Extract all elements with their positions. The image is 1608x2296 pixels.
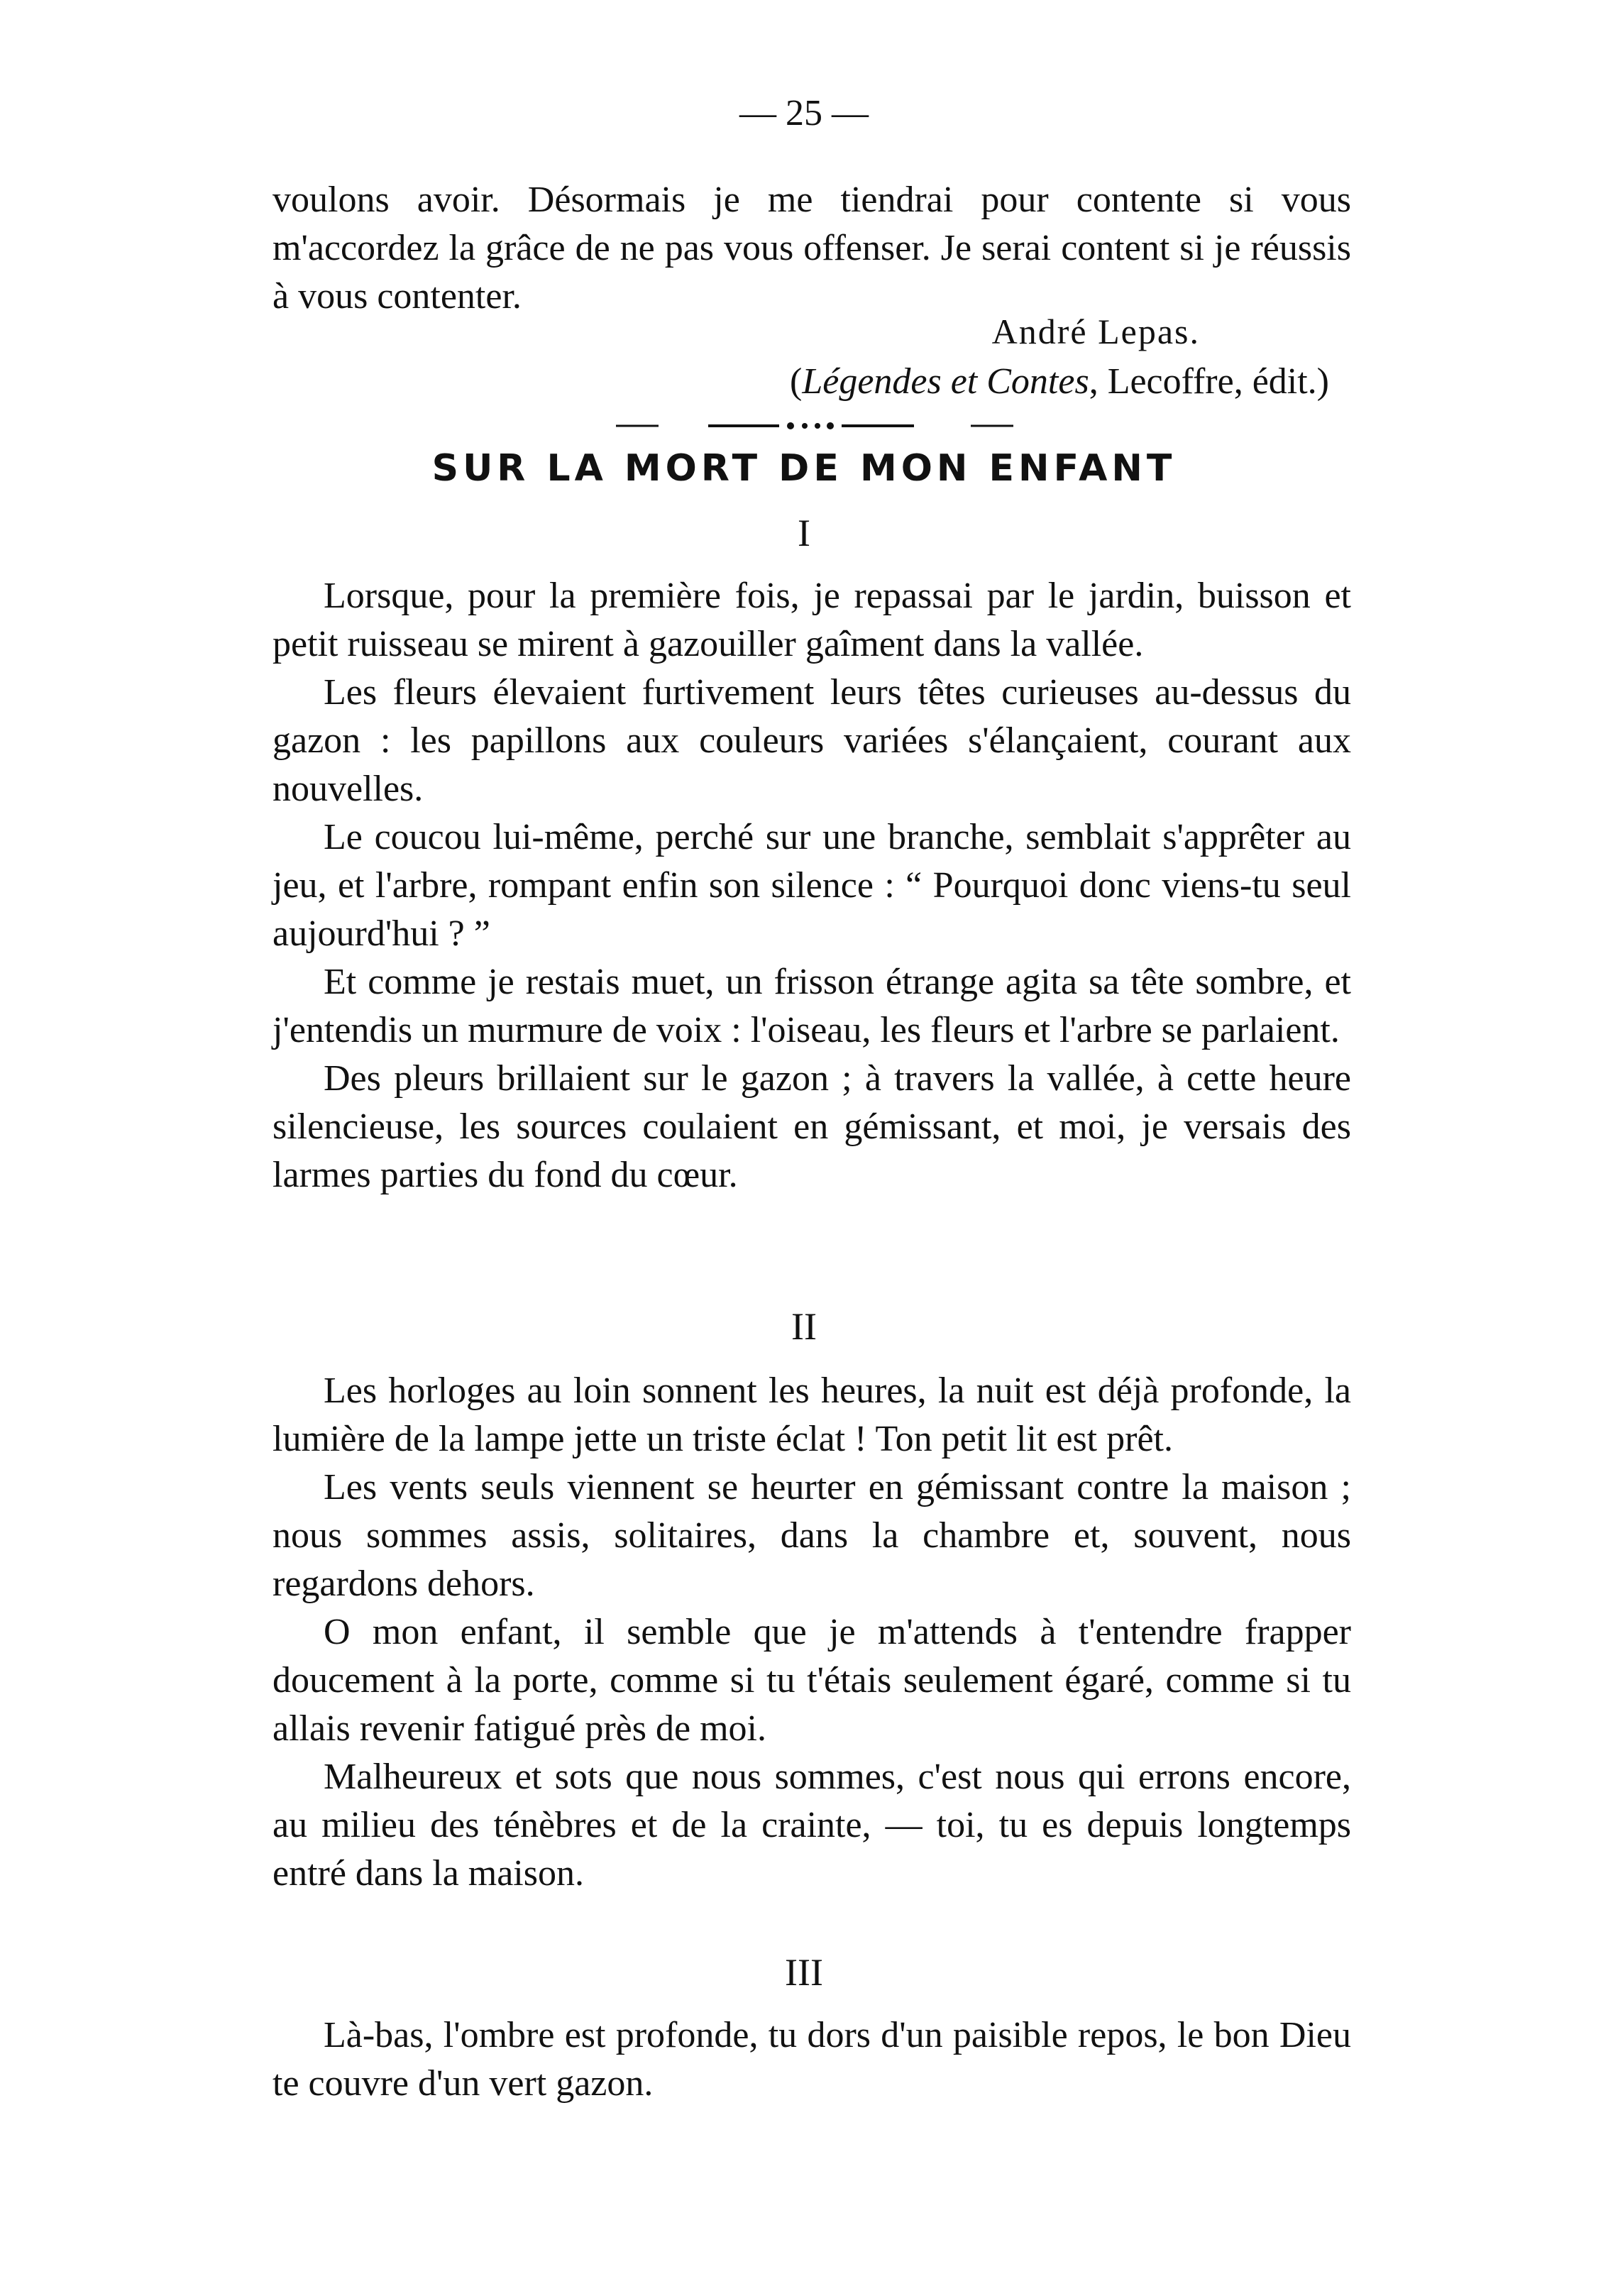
paragraph: Les vents seuls viennent se heurter en gémissant contre la maison ; nous sommes assis, solitaires, dans la chambre et, souvent, nous regardons dehors. <box>272 1467 1351 1604</box>
source-publisher: , Lecoffre, édit.) <box>1089 361 1329 402</box>
paragraph: Là-bas, l'ombre est profonde, tu dors d'un paisible repos, le bon Dieu te couvre d'un vert gazon. <box>272 2015 1351 2104</box>
page-number: — 25 — <box>739 93 869 133</box>
section-number-3: III <box>785 1951 823 1994</box>
section-2-text <box>272 1367 1351 1898</box>
ornament-divider <box>616 415 1013 436</box>
paragraph: Lorsque, pour la première fois, je repassai par le jardin, buisson et petit ruisseau se mirent à gazouiller gaîment dans la vallée. <box>272 576 1351 664</box>
paragraph: Des pleurs brillaient sur le gazon ; à travers la vallée, à cette heure silencieuse, les sources coulaient en gémissant, et moi, je versais des larmes parties du fond du cœur. <box>272 1058 1351 1195</box>
source-citation <box>790 361 1329 402</box>
source-title: Légendes et Contes <box>802 361 1089 402</box>
author-signature: André Lepas. <box>991 312 1200 351</box>
section-number-1: I <box>798 512 810 554</box>
paragraph: Le coucou lui-même, perché sur une branche, semblait s'apprêter au jeu, et l'arbre, rompant enfin son silence : “ Pourquoi donc viens-tu seul aujourd'hui ? ” <box>272 817 1351 954</box>
paragraph: Et comme je restais muet, un frisson étrange agita sa tête sombre, et j'entendis un murmure de voix : l'oiseau, les fleurs et l'arbre se parlaient. <box>272 962 1351 1050</box>
paragraph: Les fleurs élevaient furtivement leurs têtes curieuses au-dessus du gazon : les papillons aux couleurs variées s'élançaient, courant aux nouvelles. <box>272 672 1351 809</box>
paragraph: Les horloges au loin sonnent les heures, la nuit est déjà profonde, la lumière de la lampe jette un triste éclat ! Ton petit lit est prêt. <box>272 1371 1351 1459</box>
poem-title: SUR LA MORT DE MON ENFANT <box>431 447 1177 490</box>
section-3-text <box>272 2011 1351 2108</box>
section-1-text <box>272 572 1351 1199</box>
paragraph: Malheureux et sots que nous sommes, c'est nous qui errons encore, au milieu des ténèbres et de la crainte, — toi, tu es depuis longtemps entré dans la maison. <box>272 1757 1351 1894</box>
intro-paragraph: voulons avoir. Désormais je me tiendrai pour contente si vous m'accordez la grâce de ne pas vous offenser. Je serai content si je réussis à vous contenter. <box>272 180 1351 317</box>
intro-text <box>272 176 1351 321</box>
source-open-paren: ( <box>789 361 803 402</box>
section-number-2: II <box>791 1305 817 1348</box>
paragraph: O mon enfant, il semble que je m'attends à t'entendre frapper doucement à la porte, comme si tu t'étais seulement égaré, comme si tu allais revenir fatigué près de moi. <box>272 1612 1351 1749</box>
